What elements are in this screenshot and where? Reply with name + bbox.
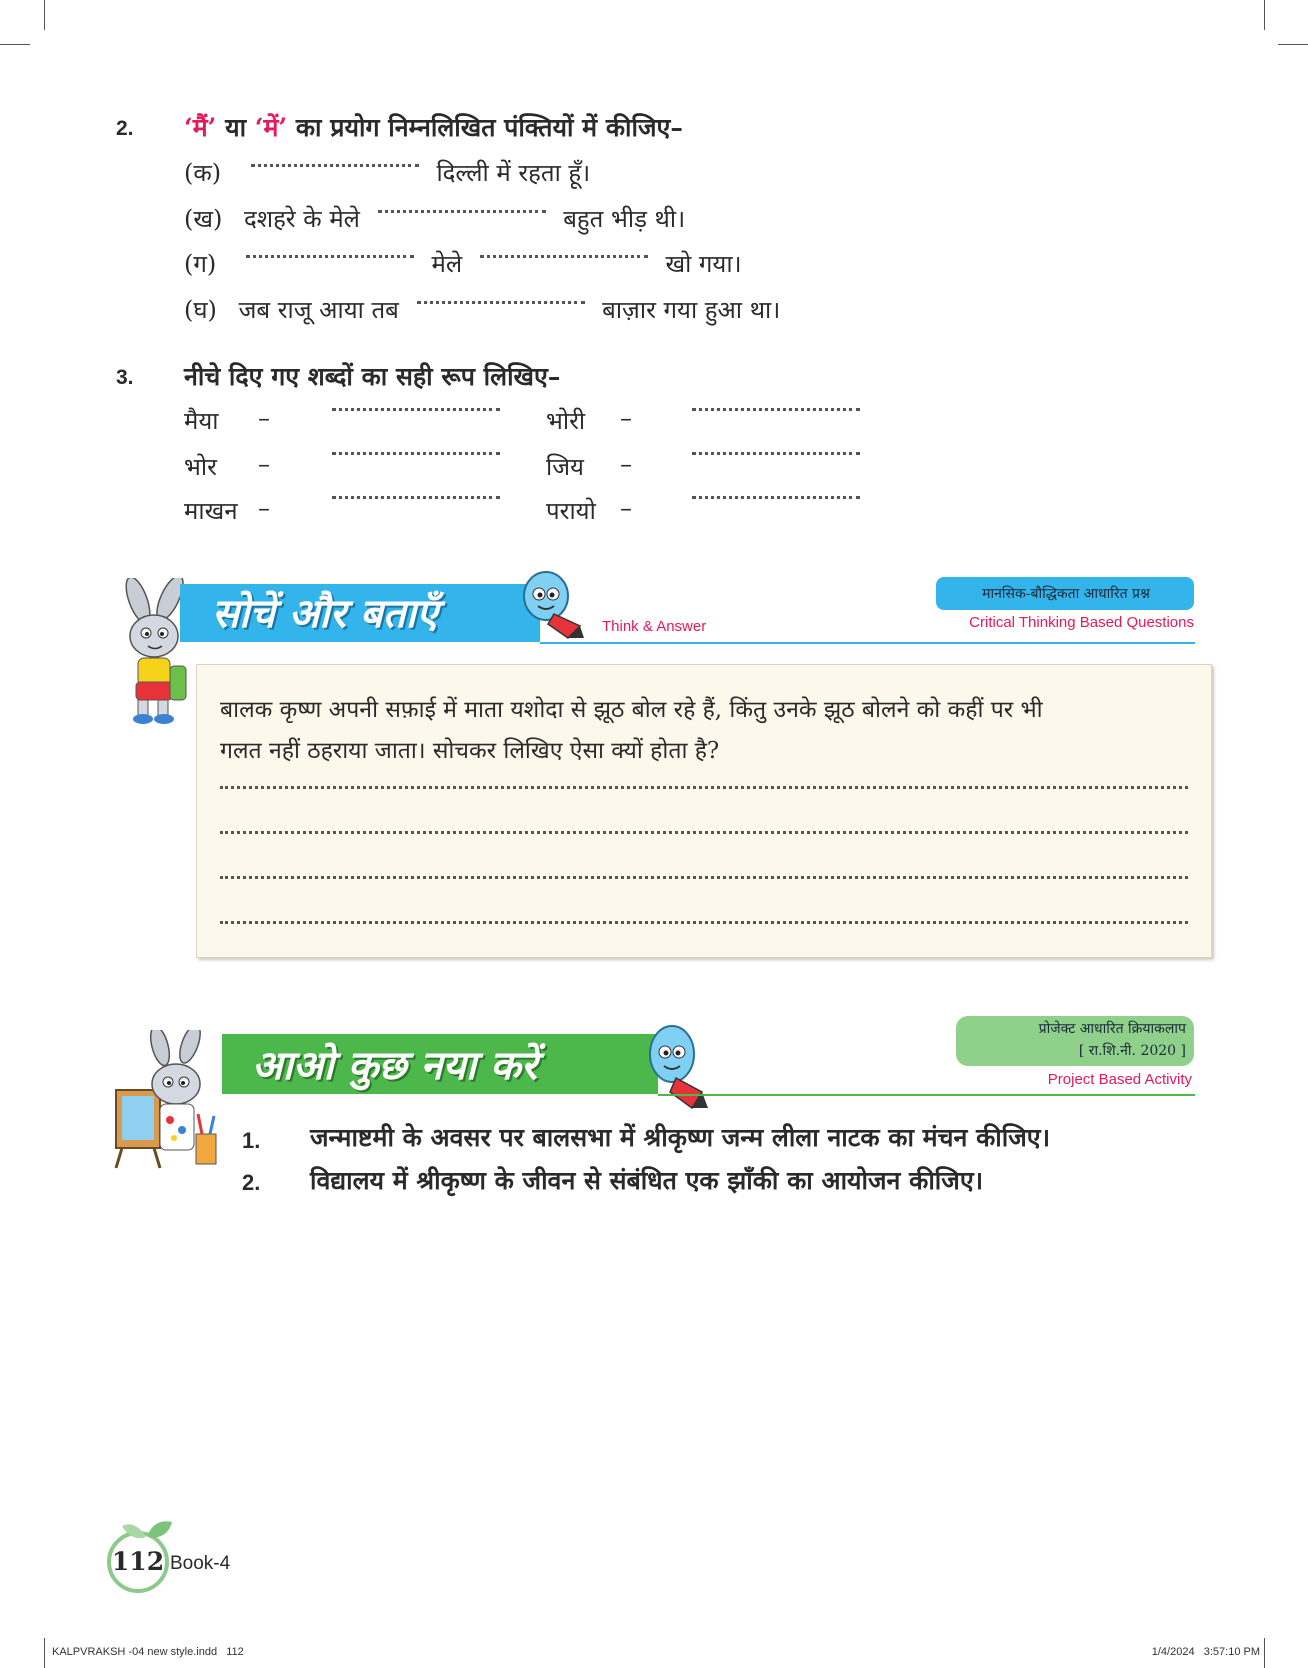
word-item: जिय — [546, 453, 584, 481]
line-label: (घ) — [184, 296, 217, 324]
project-tag-line-1: प्रोजेक्ट आधारित क्रियाकलाप — [1038, 1021, 1186, 1037]
crop-mark — [44, 1638, 45, 1668]
question-2-number: 2. — [116, 117, 134, 140]
word-item: भोर — [184, 453, 217, 481]
line-text: दिल्ली में रहता हूँ। — [436, 159, 591, 187]
q2-line-kha — [184, 202, 685, 235]
bulb-mascot-icon — [518, 568, 588, 640]
page-number: 112 — [111, 1547, 165, 1576]
question-2-instruction: का प्रयोग निम्नलिखित पंक्तियों में कीजिए– — [295, 113, 683, 142]
crop-mark — [44, 0, 45, 30]
think-question-line-1: बालक कृष्ण अपनी सफ़ाई में माता यशोदा से झूठ बोल रहे हैं, किंतु उनके झूठ बोलने को कहीं पर भी — [220, 697, 1043, 723]
crop-mark — [1278, 44, 1308, 45]
dash: – — [620, 404, 632, 432]
line-text: बहुत भीड़ थी। — [563, 205, 686, 233]
project-english-label: Project Based Activity — [1047, 1071, 1192, 1088]
question-3-number: 3. — [116, 366, 134, 389]
blank-field[interactable] — [692, 452, 860, 455]
word-separator: या — [225, 113, 247, 142]
blank-field[interactable] — [692, 496, 860, 499]
file-info: KALPVRAKSH -04 new style.indd 112 — [52, 1646, 244, 1658]
line-label: (ख) — [184, 205, 223, 233]
book-label: Book-4 — [170, 1553, 231, 1574]
line-label: (ग) — [184, 250, 217, 278]
dash: – — [258, 450, 270, 478]
think-question-line-2: गलत नहीं ठहराया जाता। सोचकर लिखिए ऐसा क्यों होता है? — [220, 738, 720, 764]
blank-field[interactable] — [378, 210, 546, 213]
project-item: जन्माष्टमी के अवसर पर बालसभा में श्रीकृष्ण जन्म लीला नाटक का मंचन कीजिए। — [310, 1123, 1051, 1152]
crop-mark — [1264, 1638, 1265, 1668]
bulb-mascot-icon — [642, 1022, 712, 1112]
line-text: मेले — [431, 250, 463, 278]
word-item: भोरी — [546, 407, 586, 435]
question-2-title — [184, 110, 683, 144]
think-tag-english: Critical Thinking Based Questions — [969, 614, 1194, 631]
line-text: बाज़ार गया हुआ था। — [602, 296, 781, 324]
blank-field[interactable] — [480, 255, 648, 258]
think-underline — [540, 642, 1195, 644]
word-item: परायो — [546, 497, 596, 525]
rabbit-painter-icon — [112, 1030, 222, 1170]
project-item-number: 1. — [242, 1128, 261, 1153]
answer-line[interactable] — [220, 831, 1188, 834]
project-underline — [658, 1094, 1195, 1096]
dash: – — [620, 450, 632, 478]
dash: – — [258, 404, 270, 432]
project-item: विद्यालय में श्रीकृष्ण के जीवन से संबंधित एक झाँकी का आयोजन कीजिए। — [310, 1166, 984, 1195]
line-text: खो गया। — [665, 250, 742, 278]
answer-line[interactable] — [220, 921, 1188, 924]
think-tag-hindi: मानसिक-बौद्धिकता आधारित प्रश्न — [982, 586, 1150, 602]
line-text: दशहरे के मेले — [244, 205, 360, 233]
answer-line[interactable] — [220, 876, 1188, 879]
blank-field[interactable] — [332, 408, 500, 411]
blank-field[interactable] — [417, 301, 585, 304]
line-label: (क) — [184, 159, 222, 187]
timestamp: 1/4/2024 3:57:10 PM — [1151, 1646, 1260, 1658]
dash: – — [620, 494, 632, 522]
question-3-title: नीचे दिए गए शब्दों का सही रूप लिखिए– — [184, 362, 561, 391]
q2-line-gha — [184, 293, 780, 326]
dash: – — [258, 494, 270, 522]
project-tag-line-2: [ रा.शि.नी. 2020 ] — [1078, 1043, 1186, 1059]
blank-field[interactable] — [692, 408, 860, 411]
project-item-number: 2. — [242, 1170, 261, 1195]
word-mein: ‘में’ — [254, 113, 288, 142]
word-item: माखन — [184, 497, 238, 525]
think-heading: सोचें और बताएँ — [212, 591, 439, 637]
blank-field[interactable] — [332, 452, 500, 455]
answer-line[interactable] — [220, 786, 1188, 789]
crop-mark — [0, 44, 30, 45]
blank-field[interactable] — [251, 164, 419, 167]
blank-field[interactable] — [246, 255, 414, 258]
crop-mark — [1264, 0, 1265, 30]
line-text: जब राजू आया तब — [238, 296, 399, 324]
q2-line-ka — [184, 156, 590, 189]
blank-field[interactable] — [332, 496, 500, 499]
q2-line-ga — [184, 247, 742, 280]
think-english-label: Think & Answer — [602, 618, 707, 635]
word-main: ‘मैं’ — [184, 113, 217, 142]
project-heading: आओ कुछ नया करें — [252, 1043, 538, 1089]
word-item: मैया — [184, 407, 219, 435]
